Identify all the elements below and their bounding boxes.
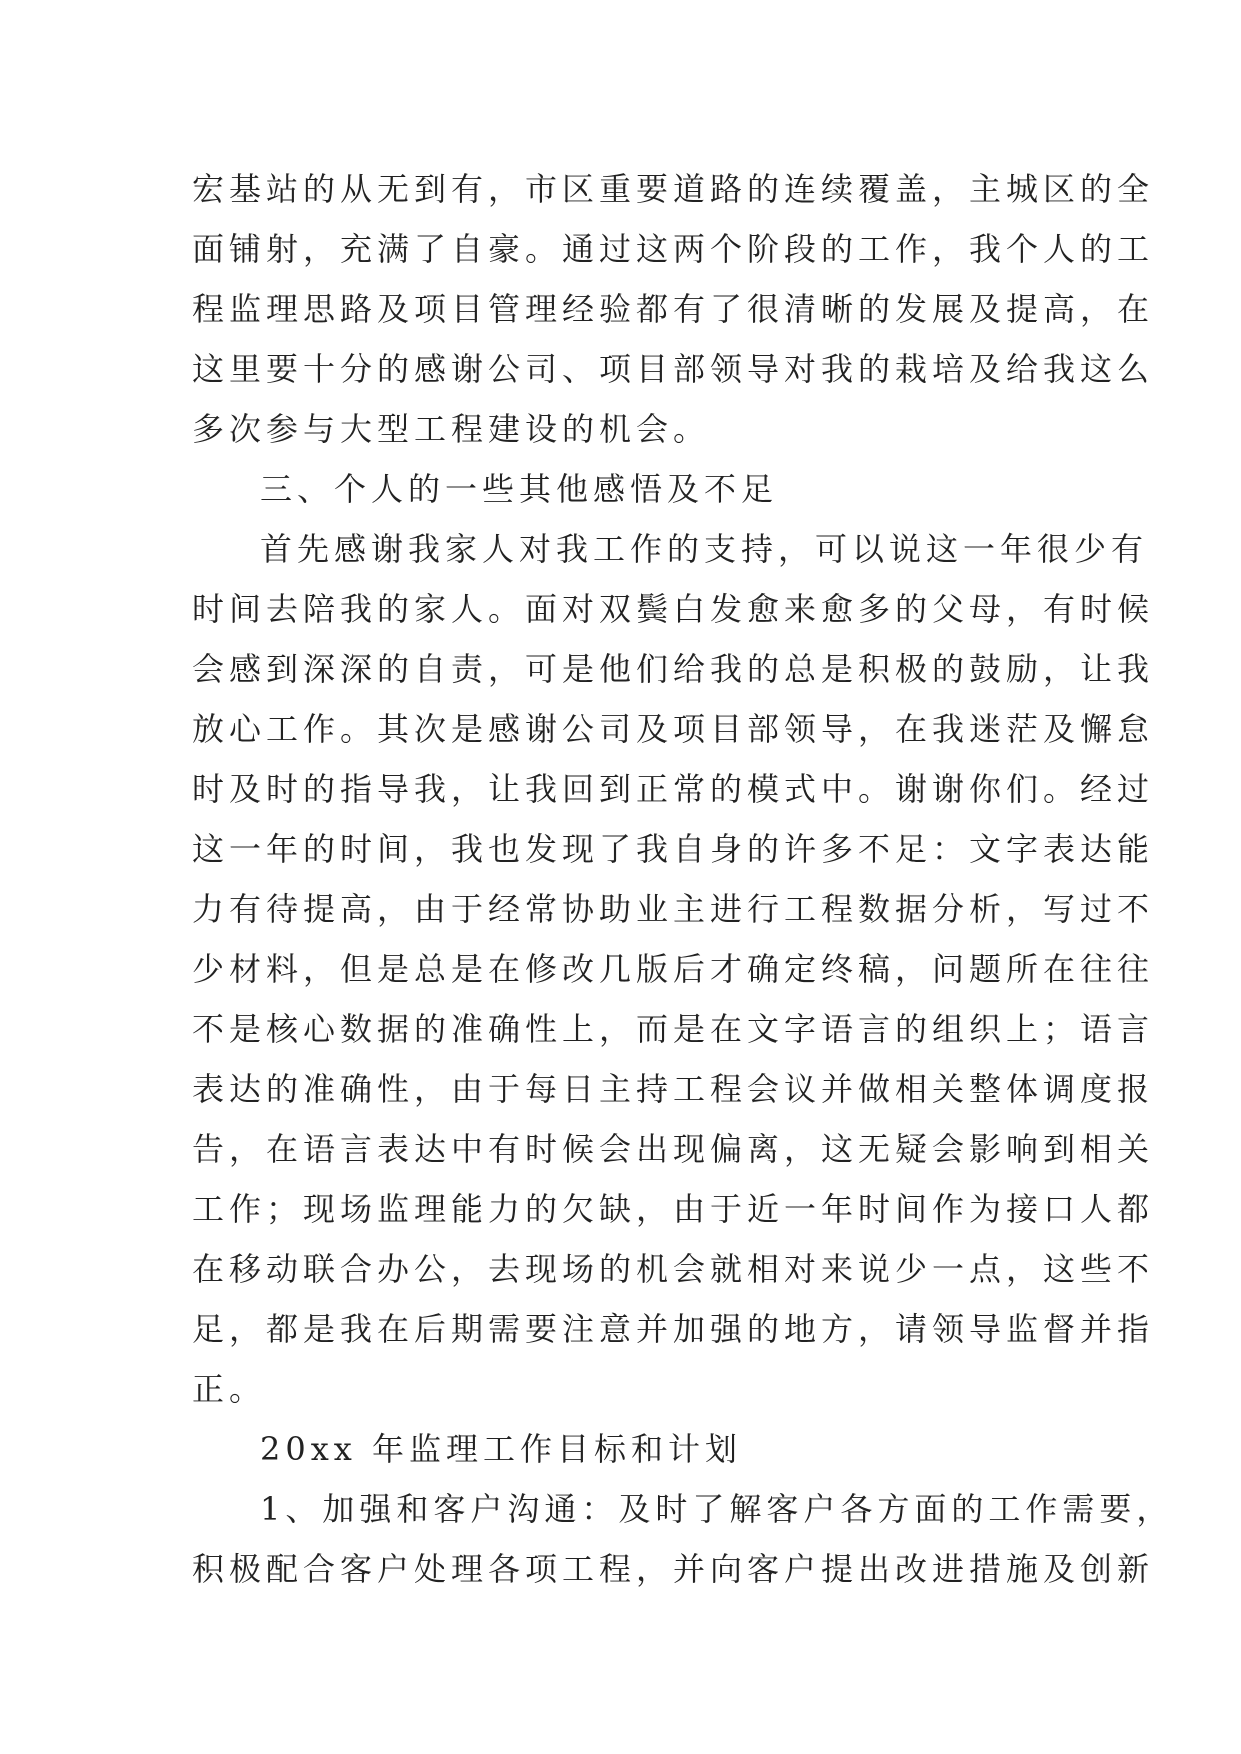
text-line: 放心工作。其次是感谢公司及项目部领导，在我迷茫及懈怠 [192,710,1155,748]
text-line: 正。 [192,1370,267,1408]
text-line: 在移动联合办公，去现场的机会就相对来说少一点，这些不 [192,1250,1155,1288]
text-line: 这里要十分的感谢公司、项目部领导对我的栽培及给我这么 [192,350,1155,388]
text-line: 工作；现场监理能力的欠缺，由于近一年时间作为接口人都 [192,1190,1155,1228]
paragraph-reflections-body [192,519,1155,1419]
text-line: 积极配合客户处理各项工程，并向客户提出改进措施及创新 [192,1550,1155,1588]
text-line: 力有待提高，由于经常协助业主进行工程数据分析，写过不 [192,890,1155,928]
text-line: 会感到深深的自责，可是他们给我的总是积极的鼓励，让我 [192,650,1155,688]
document-body [192,159,1174,1599]
paragraph-achievements-conclusion [192,159,1155,459]
heading-text: 20xx 年监理工作目标和计划 [260,1430,742,1468]
section-heading-goals [192,1419,1052,1479]
text-line: 首先感谢我家人对我工作的支持，可以说这一年很少有 [260,530,1149,568]
text-line: 不是核心数据的准确性上，而是在文字语言的组织上；语言 [192,1010,1155,1048]
text-line: 宏基站的从无到有，市区重要道路的连续覆盖，主城区的全 [192,170,1155,208]
text-line: 少材料，但是总是在修改几版后才确定终稿，问题所在往往 [192,950,1155,988]
text-line: 多次参与大型工程建设的机会。 [192,410,711,448]
text-line: 1、加强和客户沟通：及时了解客户各方面的工作需要， [260,1490,1174,1528]
text-line: 告，在语言表达中有时候会出现偏离，这无疑会影响到相关 [192,1130,1155,1168]
text-line: 时及时的指导我，让我回到正常的模式中。谢谢你们。经过 [192,770,1155,808]
text-line: 这一年的时间，我也发现了我自身的许多不足：文字表达能 [192,830,1155,868]
section-heading-reflections [192,459,1052,519]
paragraph-goal-1 [192,1479,1174,1599]
text-line: 程监理思路及项目管理经验都有了很清晰的发展及提高，在 [192,290,1155,328]
text-line: 足，都是我在后期需要注意并加强的地方，请领导监督并指 [192,1310,1155,1348]
text-line: 面铺射，充满了自豪。通过这两个阶段的工作，我个人的工 [192,230,1155,268]
text-line: 时间去陪我的家人。面对双鬓白发愈来愈多的父母，有时候 [192,590,1155,628]
text-line: 表达的准确性，由于每日主持工程会议并做相关整体调度报 [192,1070,1155,1108]
heading-text: 三、个人的一些其他感悟及不足 [260,470,779,508]
